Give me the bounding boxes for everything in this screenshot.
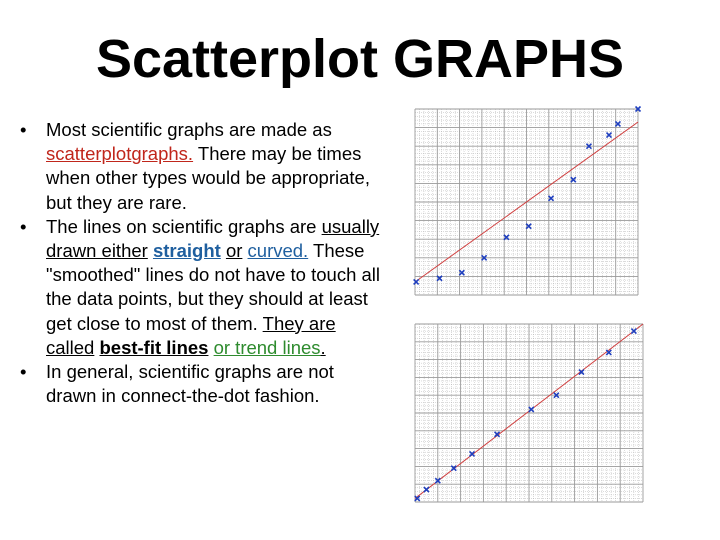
bullet-item-2	[20, 215, 380, 360]
scatter-graph-bottom	[410, 322, 648, 507]
bullet-text: There may be times when other types would be appropriate, but they are rare.	[46, 143, 370, 213]
bullet-list	[20, 118, 380, 408]
scatter-graph-top	[410, 105, 645, 300]
highlight-scatterplot: scatterplot	[46, 143, 132, 165]
bullet-item-3	[20, 360, 380, 408]
bullet-text-underlined: They are called	[46, 312, 336, 358]
slide-title: Scatterplot GRAPHS	[95, 29, 625, 89]
bullet-text: In general, scientific graphs are not drawn in connect-the-dot fashion.	[46, 361, 334, 407]
data-point	[414, 279, 419, 284]
bullet-text-underlined: or	[225, 240, 243, 262]
bullet-glyph: •	[20, 361, 27, 383]
bullet-text-underlined: usually drawn either	[46, 215, 380, 262]
bullet-item-1	[20, 118, 380, 215]
data-point	[424, 487, 429, 492]
highlight-graphs: graphs.	[131, 143, 194, 165]
bullet-text: Most scientific graphs are made as	[46, 119, 332, 140]
bullet-text: The lines on scientific graphs are	[46, 215, 317, 237]
bullet-text: These "smoothed" lines do not have to touch all the data points, but they should at least get close to most of them.	[46, 240, 381, 334]
data-point	[526, 224, 531, 229]
highlight-straight: straight	[152, 240, 221, 262]
bullet-glyph: •	[20, 215, 27, 237]
bullet-text-underlined: .	[320, 336, 326, 358]
highlight-trend-lines: or trend lines	[213, 336, 321, 358]
bullet-glyph: •	[20, 119, 27, 140]
highlight-best-fit-lines: best-fit lines	[99, 336, 209, 358]
highlight-curved: curved.	[247, 240, 309, 262]
